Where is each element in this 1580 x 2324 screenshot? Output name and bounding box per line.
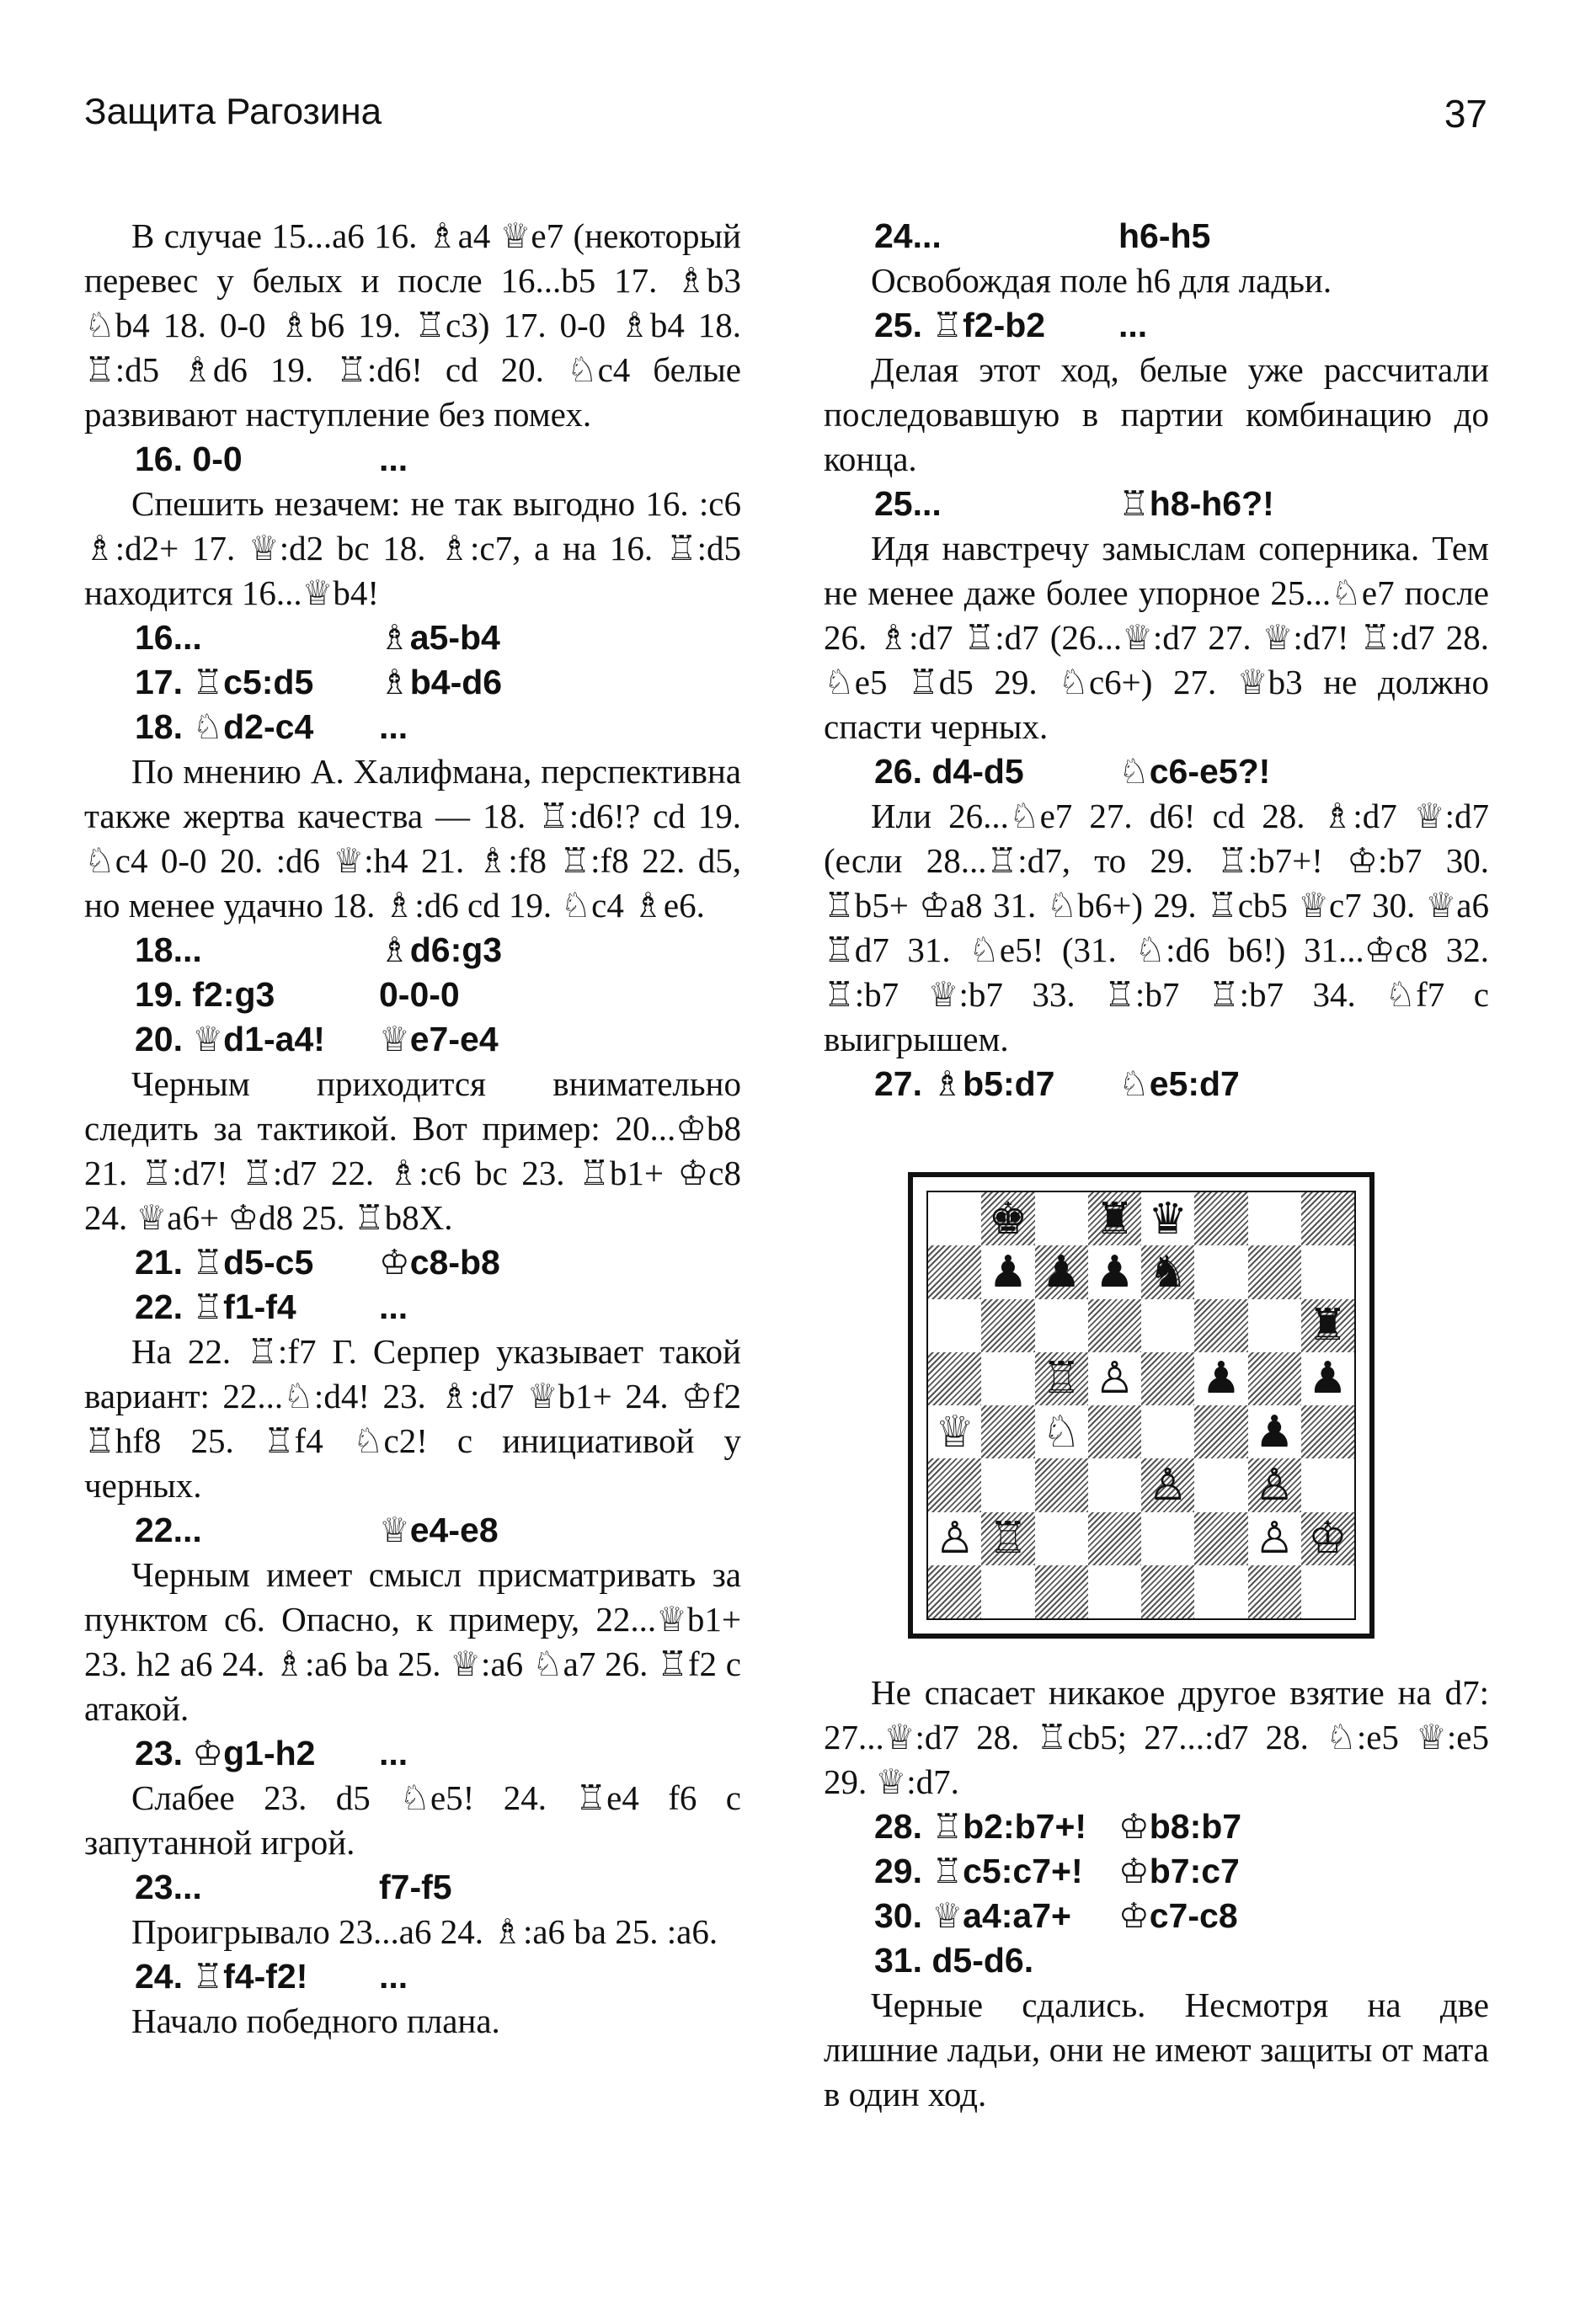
board-square bbox=[1248, 1512, 1301, 1565]
commentary-paragraph: Спешить незачем: не так выгодно 16. :c6 ♗:d2+ 17. ♕:d2 bc 18. ♗:c7, а на 16. ♖:d5 находится 16...♕b4! bbox=[84, 484, 741, 612]
white-move: 24. ♖f4-f2! bbox=[135, 1957, 308, 1996]
chess-piece: ♙ bbox=[1095, 1353, 1134, 1405]
chess-piece: ♜ bbox=[1308, 1300, 1348, 1351]
board-square bbox=[1194, 1352, 1247, 1405]
white-move: 25... bbox=[874, 484, 942, 523]
board-square bbox=[1035, 1299, 1088, 1352]
chess-piece: ♙ bbox=[1148, 1459, 1188, 1511]
right-column-bottom bbox=[824, 1671, 1489, 2117]
board-square bbox=[928, 1245, 981, 1298]
white-move: 29. ♖c5:c7+! bbox=[874, 1852, 1083, 1890]
board-square bbox=[1301, 1565, 1354, 1618]
chess-piece: ♖ bbox=[1041, 1353, 1081, 1405]
chess-piece: ♟ bbox=[1201, 1353, 1241, 1405]
board-square bbox=[1141, 1299, 1194, 1352]
commentary-paragraph: Освобождая поле h6 для ладьи. bbox=[871, 261, 1332, 300]
chess-piece: ♜ bbox=[1095, 1193, 1134, 1245]
board-square bbox=[1141, 1565, 1194, 1618]
board-square bbox=[1088, 1405, 1141, 1458]
black-move: ... bbox=[379, 1734, 408, 1772]
board-square bbox=[928, 1299, 981, 1352]
move-line bbox=[824, 1804, 1489, 1849]
board-square bbox=[1301, 1192, 1354, 1245]
chess-diagram bbox=[908, 1172, 1374, 1639]
move-line bbox=[824, 1938, 1489, 1983]
board-square bbox=[928, 1512, 981, 1565]
board-square bbox=[1141, 1245, 1194, 1298]
commentary-paragraph: По мнению А. Халифмана, перспективна также жертва качества — 18. ♖:d6!? cd 19. ♘c4 0-0 20. :d6 ♕:h4 21. ♗:f8 ♖:f8 22. d5, но менее удачно 18. ♗:d6 cd 19. ♘c4 ♗e6. bbox=[84, 752, 741, 925]
black-move: ... bbox=[379, 1287, 408, 1326]
move-line bbox=[84, 1285, 741, 1330]
board-square bbox=[1301, 1245, 1354, 1298]
black-move: h6-h5 bbox=[1118, 216, 1211, 255]
chess-piece: ♙ bbox=[1254, 1459, 1294, 1511]
black-move: f7-f5 bbox=[379, 1868, 452, 1906]
commentary-paragraph: В случае 15...a6 16. ♗a4 ♕e7 (некоторый перевес у белых и после 16...b5 17. ♗b3 ♘b4 18. 0-0 ♗b6 19. ♖c3) 17. 0-0 ♗b4 18. ♖:d5 ♗d6 19. ♖:d6! cd 20. ♘c4 белые развивают наступление без помех. bbox=[84, 216, 741, 434]
black-move: ♖h8-h6?! bbox=[1118, 484, 1274, 523]
move-line bbox=[824, 1062, 1489, 1106]
chess-piece: ♟ bbox=[1041, 1246, 1081, 1298]
black-move: ... bbox=[379, 440, 408, 478]
move-line bbox=[84, 1240, 741, 1285]
move-line bbox=[824, 482, 1489, 526]
commentary-paragraph: Не спасает никакое другое взятие на d7: 27...♕:d7 28. ♖cb5; 27...:d7 28. ♘:e5 ♕:e5 29. ♕:d7. bbox=[824, 1673, 1489, 1801]
board-square bbox=[1141, 1352, 1194, 1405]
black-move: ♗d6:g3 bbox=[379, 930, 503, 969]
white-move: 19. f2:g3 bbox=[135, 975, 275, 1014]
board-square bbox=[1141, 1512, 1194, 1565]
commentary-paragraph: Черные сдались. Несмотря на две лишние ладьи, они не имеют защиты от мата в один ход. bbox=[824, 1986, 1489, 2113]
board-square bbox=[1194, 1245, 1247, 1298]
left-column bbox=[84, 214, 741, 2044]
move-line bbox=[84, 1954, 741, 1999]
commentary-paragraph: Черным имеет смысл присматривать за пунктом c6. Опасно, к примеру, 22...♕b1+ 23. h2 a6 24. ♗:a6 ba 25. ♕:a6 ♘a7 26. ♖f2 с атакой. bbox=[84, 1555, 741, 1728]
white-move: 31. d5-d6. bbox=[874, 1941, 1034, 1980]
board-square bbox=[981, 1405, 1034, 1458]
move-line bbox=[84, 1017, 741, 1062]
board-square bbox=[1141, 1458, 1194, 1511]
board-square bbox=[1035, 1565, 1088, 1618]
commentary-paragraph: Слабее 23. d5 ♘e5! 24. ♖e4 f6 с запутанной игрой. bbox=[84, 1778, 741, 1862]
board-square bbox=[981, 1245, 1034, 1298]
commentary-paragraph: Начало победного плана. bbox=[131, 2002, 500, 2040]
board-square bbox=[1035, 1192, 1088, 1245]
chess-piece: ♚ bbox=[988, 1193, 1028, 1245]
commentary-paragraph: Или 26...♘e7 27. d6! cd 28. ♗:d7 ♕:d7 (если 28...♖:d7, то 29. ♖:b7+! ♔:b7 30. ♖b5+ ♔a8 31. ♘b6+) 29. ♖cb5 ♕c7 30. ♕a6 ♖d7 31. ♘e5! (31. ♘:d6 b6!) 31...♔c8 32. ♖:b7 ♕:b7 33. ♖:b7 ♖:b7 34. ♘f7 с выигрышем. bbox=[824, 797, 1489, 1058]
chess-piece: ♘ bbox=[1041, 1406, 1081, 1458]
board-square bbox=[1301, 1352, 1354, 1405]
board-square bbox=[981, 1299, 1034, 1352]
black-move: ♔b8:b7 bbox=[1118, 1807, 1242, 1846]
board-square bbox=[1088, 1565, 1141, 1618]
black-move: ♗b4-d6 bbox=[379, 663, 503, 701]
white-move: 18. ♘d2-c4 bbox=[135, 707, 314, 746]
move-line bbox=[84, 705, 741, 749]
move-line bbox=[84, 928, 741, 973]
board-square bbox=[981, 1565, 1034, 1618]
board-square bbox=[1248, 1352, 1301, 1405]
board-square bbox=[1141, 1405, 1194, 1458]
black-move: ♔c8-b8 bbox=[379, 1243, 500, 1282]
white-move: 30. ♕a4:a7+ bbox=[874, 1896, 1071, 1935]
white-move: 23... bbox=[135, 1868, 202, 1906]
board-square bbox=[981, 1512, 1034, 1565]
commentary-paragraph: Черным приходится внимательно следить за тактикой. Вот пример: 20...♔b8 21. ♖:d7! ♖:d7 22. ♗:c6 bc 23. ♖b1+ ♔c8 24. ♕a6+ ♔d8 25. ♖b8X. bbox=[84, 1064, 741, 1237]
white-move: 25. ♖f2-b2 bbox=[874, 306, 1046, 344]
board-square bbox=[1248, 1565, 1301, 1618]
right-column-top bbox=[824, 214, 1489, 1106]
move-line bbox=[824, 1894, 1489, 1938]
chess-piece: ♖ bbox=[988, 1513, 1028, 1564]
board-square bbox=[1301, 1512, 1354, 1565]
chess-piece: ♛ bbox=[1148, 1193, 1188, 1245]
white-move: 22. ♖f1-f4 bbox=[135, 1287, 296, 1326]
black-move: ♕e7-e4 bbox=[379, 1020, 499, 1058]
board-square bbox=[981, 1352, 1034, 1405]
move-line bbox=[84, 437, 741, 482]
move-line bbox=[84, 1508, 741, 1553]
board-square bbox=[981, 1192, 1034, 1245]
move-line bbox=[84, 616, 741, 660]
board-square bbox=[1088, 1512, 1141, 1565]
board-square bbox=[928, 1192, 981, 1245]
chess-piece: ♟ bbox=[1308, 1353, 1348, 1405]
black-move: ♔c7-c8 bbox=[1118, 1896, 1238, 1935]
board-square bbox=[1301, 1299, 1354, 1352]
board-square bbox=[1248, 1458, 1301, 1511]
board-square bbox=[981, 1458, 1034, 1511]
board-square bbox=[1035, 1245, 1088, 1298]
board-square bbox=[1194, 1565, 1247, 1618]
chess-piece: ♟ bbox=[988, 1246, 1028, 1298]
chess-piece: ♕ bbox=[935, 1406, 974, 1458]
board-square bbox=[1248, 1245, 1301, 1298]
board-square bbox=[1301, 1405, 1354, 1458]
board-square bbox=[1035, 1405, 1088, 1458]
white-move: 26. d4-d5 bbox=[874, 752, 1024, 791]
commentary-paragraph: Проигрывало 23...a6 24. ♗:a6 ba 25. :a6. bbox=[131, 1912, 718, 1951]
white-move: 21. ♖d5-c5 bbox=[135, 1243, 314, 1282]
board-square bbox=[1035, 1352, 1088, 1405]
white-move: 24... bbox=[874, 216, 942, 255]
white-move: 16. 0-0 bbox=[135, 440, 243, 478]
white-move: 16... bbox=[135, 618, 202, 657]
white-move: 22... bbox=[135, 1511, 202, 1549]
move-line bbox=[84, 1865, 741, 1910]
white-move: 23. ♔g1-h2 bbox=[135, 1734, 316, 1772]
board-square bbox=[928, 1352, 981, 1405]
board-square bbox=[1194, 1192, 1247, 1245]
board-square bbox=[1035, 1458, 1088, 1511]
board-square bbox=[1088, 1352, 1141, 1405]
chess-piece: ♞ bbox=[1148, 1246, 1188, 1298]
board-square bbox=[928, 1458, 981, 1511]
commentary-paragraph: Идя навстречу замыслам соперника. Тем не менее даже более упорное 25...♘e7 после 26. ♗:d7 ♖:d7 (26...♕:d7 27. ♕:d7! ♖:d7 28. ♘e5 ♖d5 29. ♘c6+) 27. ♕b3 не должно спасти черных. bbox=[824, 529, 1489, 746]
chess-piece: ♔ bbox=[1308, 1513, 1348, 1564]
board-square bbox=[1088, 1458, 1141, 1511]
running-header-title: Защита Рагозина bbox=[84, 91, 382, 132]
board-square bbox=[1248, 1299, 1301, 1352]
board-square bbox=[1088, 1245, 1141, 1298]
move-line bbox=[824, 303, 1489, 348]
commentary-paragraph: На 22. ♖:f7 Г. Серпер указывает такой вариант: 22...♘:d4! 23. ♗:d7 ♕b1+ 24. ♔f2 ♖hf8 25. ♖f4 ♘c2! с инициативой у черных. bbox=[84, 1332, 741, 1505]
board-square bbox=[1248, 1192, 1301, 1245]
board-square bbox=[1194, 1299, 1247, 1352]
board-square bbox=[1088, 1192, 1141, 1245]
chess-piece: ♟ bbox=[1254, 1406, 1294, 1458]
black-move: ♗a5-b4 bbox=[379, 618, 500, 657]
black-move: 0-0-0 bbox=[379, 975, 460, 1014]
board-square bbox=[1088, 1299, 1141, 1352]
white-move: 28. ♖b2:b7+! bbox=[874, 1807, 1087, 1846]
board-square bbox=[1141, 1192, 1194, 1245]
board-square bbox=[1194, 1405, 1247, 1458]
right-column bbox=[824, 214, 1489, 2117]
move-line bbox=[824, 1849, 1489, 1894]
white-move: 17. ♖c5:d5 bbox=[135, 663, 314, 701]
commentary-paragraph: Делая этот ход, белые уже рассчитали последовавшую в партии комбинацию до конца. bbox=[824, 350, 1489, 478]
black-move: ♕e4-e8 bbox=[379, 1511, 499, 1549]
black-move: ♔b7:c7 bbox=[1118, 1852, 1240, 1890]
white-move: 27. ♗b5:d7 bbox=[874, 1064, 1055, 1103]
move-line bbox=[824, 749, 1489, 794]
white-move: 20. ♕d1-a4! bbox=[135, 1020, 325, 1058]
chess-board bbox=[926, 1191, 1356, 1620]
board-square bbox=[928, 1405, 981, 1458]
white-move: 18... bbox=[135, 930, 202, 969]
board-square bbox=[1248, 1405, 1301, 1458]
black-move: ... bbox=[379, 707, 408, 746]
black-move: ♘c6-e5?! bbox=[1118, 752, 1271, 791]
board-square bbox=[1035, 1512, 1088, 1565]
board-square bbox=[1301, 1458, 1354, 1511]
move-line bbox=[84, 660, 741, 705]
page-number: 37 bbox=[1444, 92, 1487, 136]
black-move: ... bbox=[379, 1957, 408, 1996]
move-line bbox=[84, 1731, 741, 1776]
chess-piece: ♙ bbox=[935, 1513, 974, 1564]
black-move: ♘e5:d7 bbox=[1118, 1064, 1240, 1103]
move-line bbox=[824, 214, 1489, 259]
board-square bbox=[1194, 1458, 1247, 1511]
chess-piece: ♟ bbox=[1095, 1246, 1134, 1298]
board-square bbox=[1194, 1512, 1247, 1565]
black-move: ... bbox=[1118, 306, 1148, 344]
move-line bbox=[84, 973, 741, 1017]
board-square bbox=[928, 1565, 981, 1618]
chess-piece: ♙ bbox=[1254, 1513, 1294, 1564]
